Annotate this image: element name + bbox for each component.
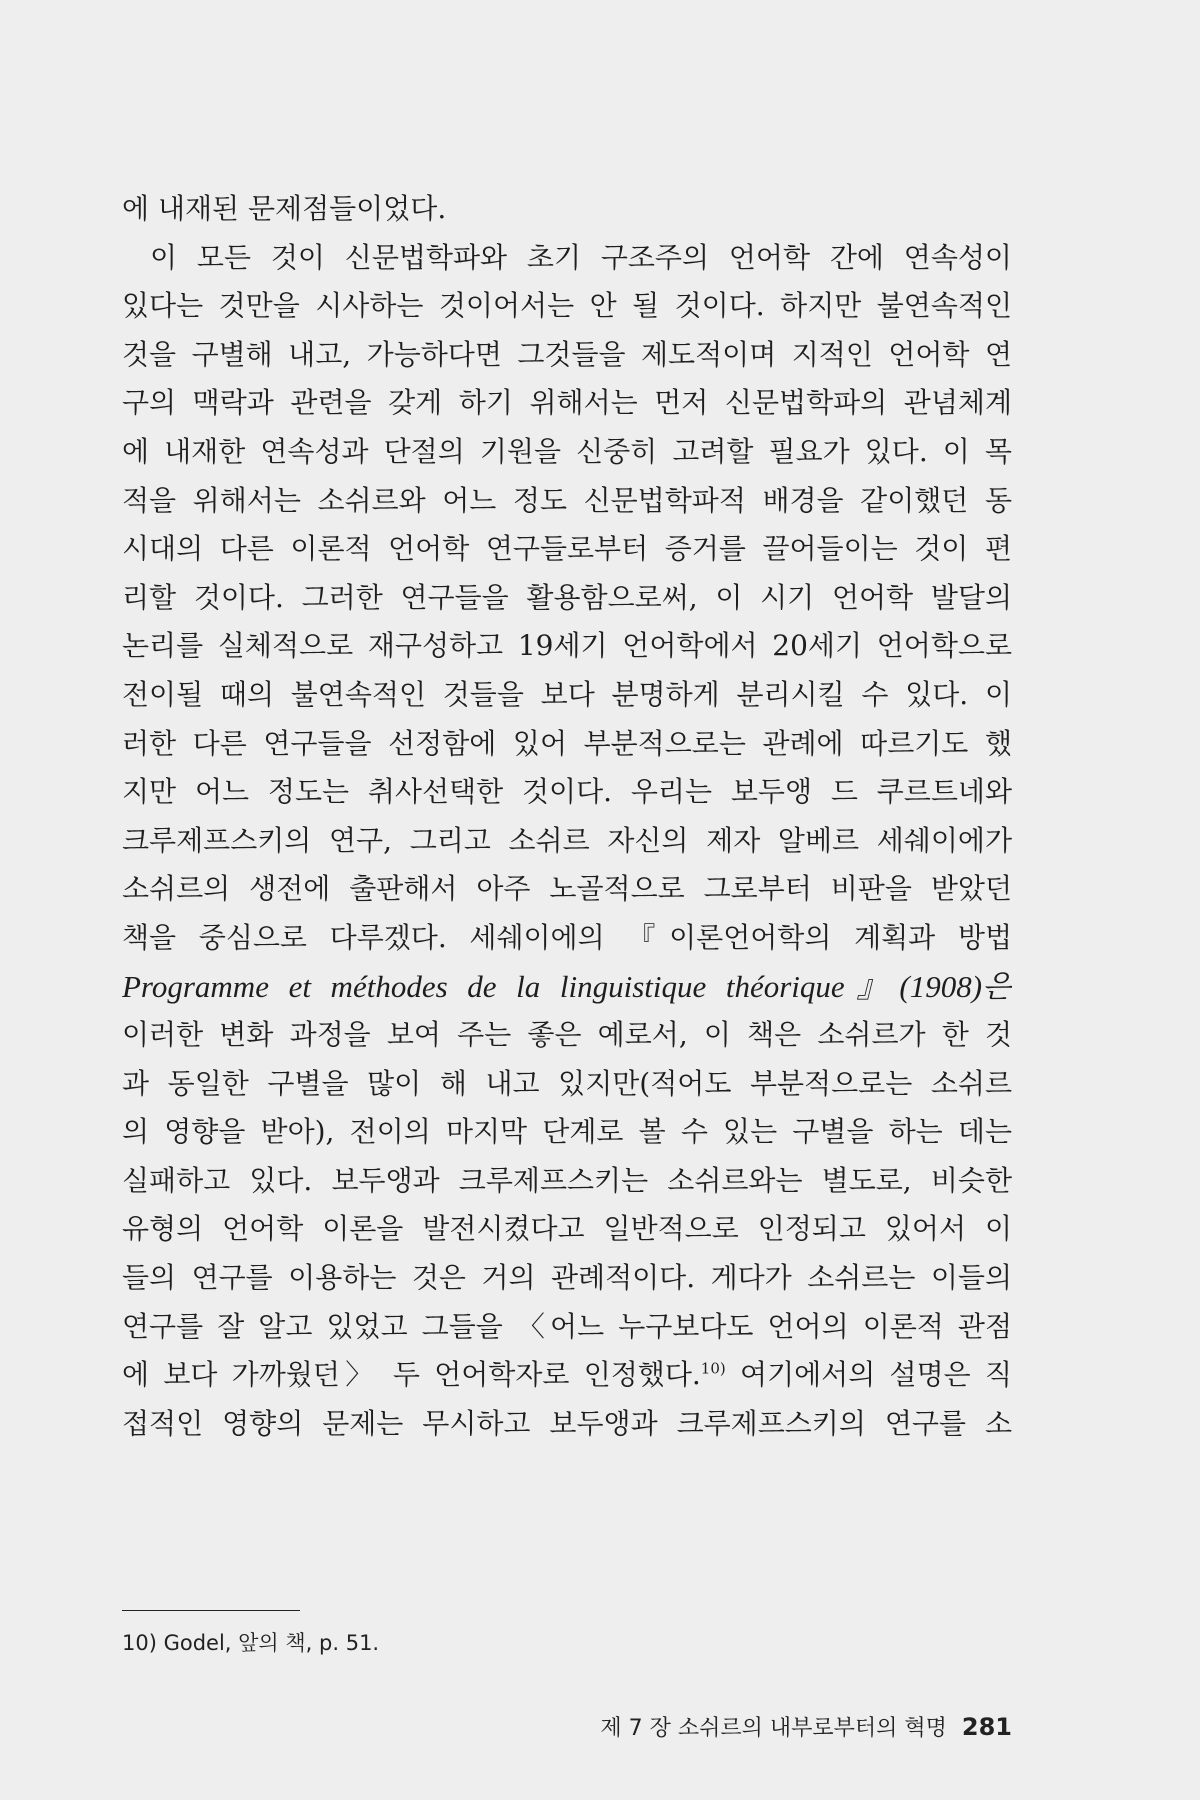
body-line: 크루제프스키의 연구, 그리고 소쉬르 자신의 제자 알베르 세쉐이에가 xyxy=(122,823,1012,857)
body-line: 논리를 실체적으로 재구성하고 19세기 언어학에서 20세기 언어학으로 xyxy=(122,629,1012,663)
body-line: 적을 위해서는 소쉬르와 어느 정도 신문법학파적 배경을 같이했던 동 xyxy=(122,483,1012,517)
body-line: 이러한 변화 과정을 보여 주는 좋은 예로서, 이 책은 소쉬르가 한 것 xyxy=(122,1018,1012,1052)
body-line: 리할 것이다. 그러한 연구들을 활용함으로써, 이 시기 언어학 발달의 xyxy=(122,580,1012,614)
body-text xyxy=(122,185,1012,1448)
body-line: 유형의 언어학 이론을 발전시켰다고 일반적으로 인정되고 있어서 이 xyxy=(122,1212,1012,1246)
body-line: 접적인 영향의 문제는 무시하고 보두앵과 크루제프스키의 연구를 소 xyxy=(122,1406,1012,1440)
body-line-part: 여기에서의 설명은 직 xyxy=(725,1358,1012,1392)
body-line: 실패하고 있다. 보두앵과 크루제프스키는 소쉬르와는 별도로, 비슷한 xyxy=(122,1163,1012,1197)
running-footer xyxy=(600,1712,1012,1744)
body-line: 것을 구별해 내고, 가능하다면 그것들을 제도적이며 지적인 언어학 연 xyxy=(122,337,1012,371)
body-line: 전이될 때의 불연속적인 것들을 보다 분명하게 분리시킬 수 있다. 이 xyxy=(122,677,1012,711)
body-line: 연구를 잘 알고 있었고 그들을 〈어느 누구보다도 언어의 이론적 관점 xyxy=(122,1309,1012,1343)
body-line: 들의 연구를 이용하는 것은 거의 관례적이다. 게다가 소쉬르는 이들의 xyxy=(122,1261,1012,1295)
body-line: 러한 다른 연구들을 선정함에 있어 부분적으로는 관례에 따르기도 했 xyxy=(122,726,1012,760)
footnote: 10) Godel, 앞의 책, p. 51. xyxy=(122,1631,380,1655)
footnote-reference[interactable]: 10) xyxy=(700,1359,726,1378)
chapter-title: 제 7 장 소쉬르의 내부로부터의 혁명 xyxy=(600,1716,947,1741)
body-line: 이 모든 것이 신문법학파와 초기 구조주의 언어학 간에 연속성이 xyxy=(150,240,1012,274)
page-number: 281 xyxy=(961,1713,1012,1741)
body-line: 책을 중심으로 다루겠다. 세쉐이에의 『이론언어학의 계획과 방법 xyxy=(122,920,1012,954)
body-line: 소쉬르의 생전에 출판해서 아주 노골적으로 그로부터 비판을 받았던 xyxy=(122,872,1012,906)
body-line: 의 영향을 받아), 전이의 마지막 단계로 볼 수 있는 구별을 하는 데는 xyxy=(122,1115,1012,1149)
body-line: 지만 어느 정도는 취사선택한 것이다. 우리는 보두앵 드 쿠르트네와 xyxy=(122,775,1012,809)
body-line: 에 내재된 문제점들이었다. xyxy=(122,192,447,225)
body-line: 있다는 것만을 시사하는 것이어서는 안 될 것이다. 하지만 불연속적인 xyxy=(122,289,1012,323)
body-line: 에 내재한 연속성과 단절의 기원을 신중히 고려할 필요가 있다. 이 목 xyxy=(122,434,1012,468)
body-line: 과 동일한 구별을 많이 해 내고 있지만(적어도 부분적으로는 소쉬르 xyxy=(122,1066,1012,1100)
body-line: 구의 맥락과 관련을 갖게 하기 위해서는 먼저 신문법학파의 관념체계 xyxy=(122,386,1012,420)
footnote-divider xyxy=(122,1610,300,1611)
body-line-with-footnote xyxy=(122,1351,1012,1400)
body-line-book-title: Programme et méthodes de la linguistique théorique』(1908)은 xyxy=(122,968,1012,1004)
body-line-part: 에 보다 가까웠던〉 두 언어학자로 인정했다. xyxy=(122,1358,701,1392)
body-line: 시대의 다른 이론적 언어학 연구들로부터 증거를 끌어들이는 것이 편 xyxy=(122,532,1012,566)
